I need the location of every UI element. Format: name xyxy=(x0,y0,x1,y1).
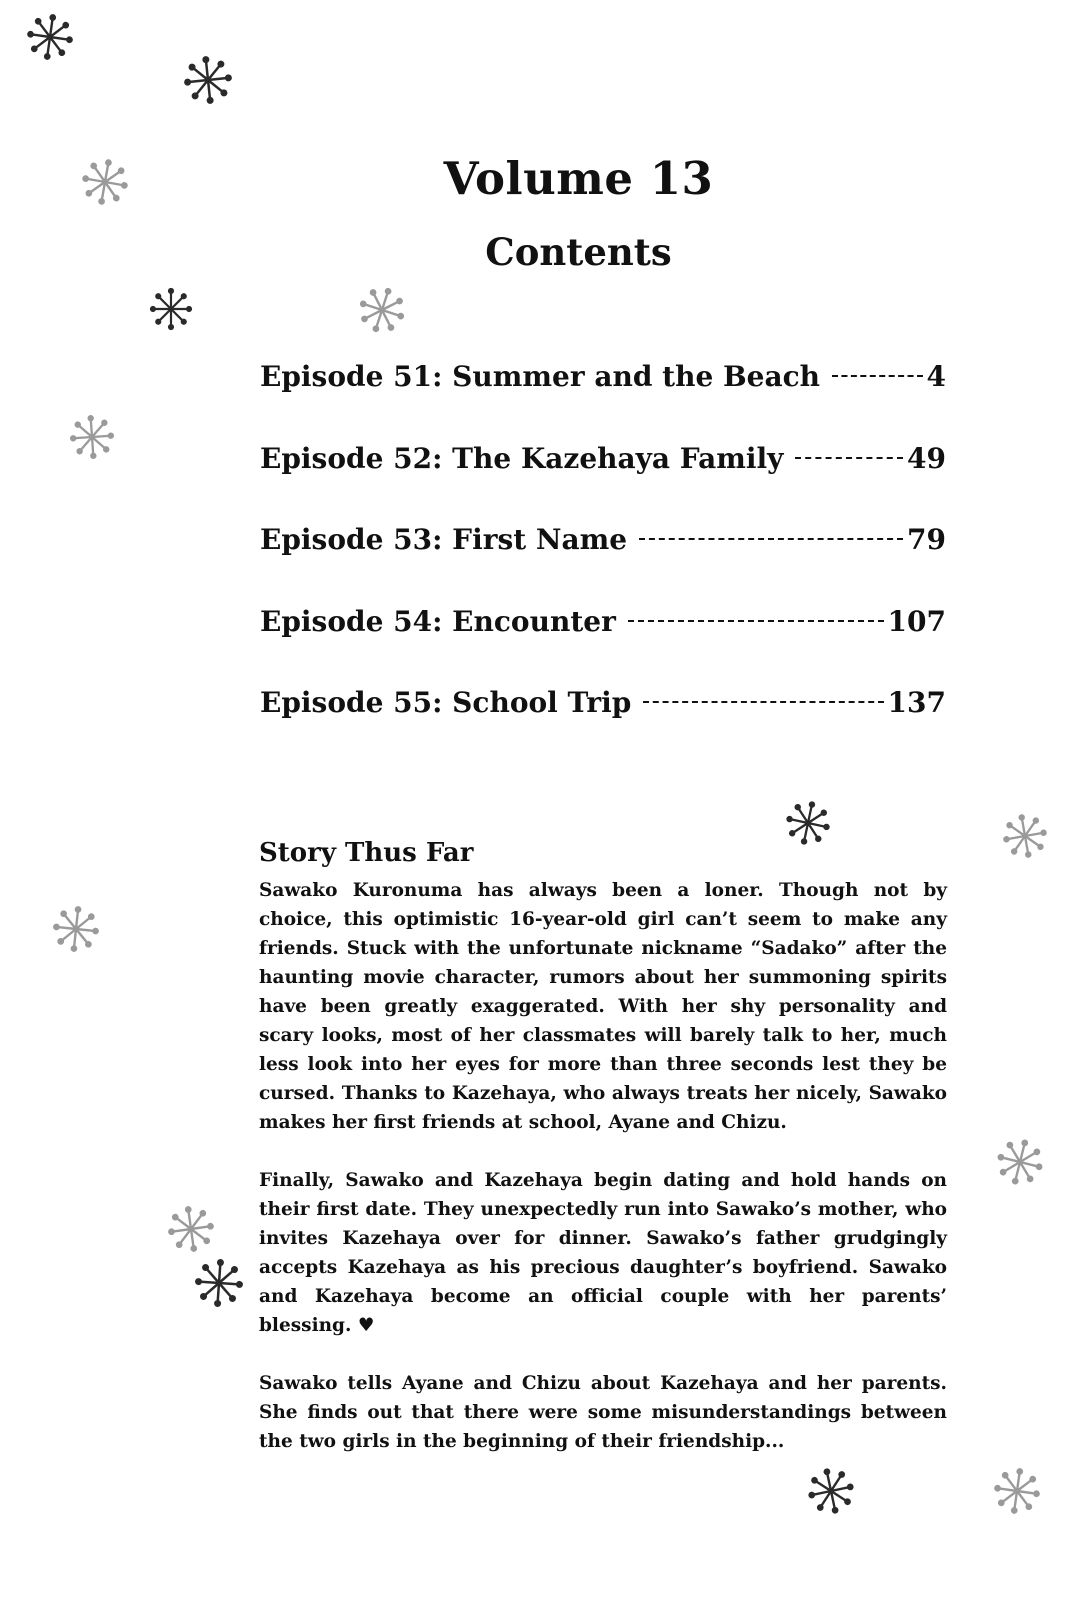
toc-entry-title: Episode 53: First Name xyxy=(260,523,628,556)
toc-entry xyxy=(260,523,946,605)
toc-entry-page: 4 xyxy=(926,360,946,393)
toc-entry xyxy=(260,360,946,442)
toc-leader-dashes xyxy=(832,375,922,377)
snowflake-icon xyxy=(996,1138,1044,1186)
toc-leader-dashes xyxy=(628,620,884,622)
story-paragraph: Sawako tells Ayane and Chizu about Kazehaya and her parents. She finds out that there were some misunderstandings between the two girls in the beginning of their friendship... xyxy=(259,1373,947,1452)
toc-leader-dashes xyxy=(639,538,903,540)
snowflake-icon xyxy=(993,1467,1041,1515)
table-of-contents xyxy=(260,360,946,768)
story-paragraph: Finally, Sawako and Kazehaya begin dating and hold hands on their first date. They unexpectedly run into Sawako’s mother, who invites Kazehaya over for dinner. Sawako’s father grudgingly accepts Kazehaya as his precious daughter’s boyfriend. Sawako and Kazehaya become an official couple with her parents’ blessing. ♥ xyxy=(259,1170,947,1336)
snowflake-icon xyxy=(26,13,74,61)
toc-entry-page: 49 xyxy=(907,441,946,475)
toc-entry xyxy=(260,442,946,524)
story-paragraph: Sawako Kuronuma has always been a loner. Though not by choice, this optimistic 16-year-old girl can’t seem to make any friends. Stuck with the unfortunate nickname “Sadako” after the haunting movie character, rumors about her summoning spirits have been greatly exaggerated. With her shy personality and scary looks, most of her classmates will barely talk to her, much less look into her eyes for more than three seconds lest they be cursed. Thanks to Kazehaya, who always treats her nicely, Sawako makes her first friends at school, Ayane and Chizu. xyxy=(259,880,947,1133)
toc-entry-title: Episode 55: School Trip xyxy=(260,686,632,719)
toc-entry xyxy=(260,605,946,687)
snowflake-icon xyxy=(1002,813,1048,859)
toc-entry-title: Episode 54: Encounter xyxy=(260,604,616,638)
toc-entry-title: Episode 52: The Kazehaya Family xyxy=(260,441,784,475)
snowflake-icon xyxy=(167,1205,215,1253)
snowflake-icon xyxy=(69,414,115,460)
snowflake-icon xyxy=(807,1467,855,1515)
toc-entry-page: 79 xyxy=(907,523,946,556)
contents-heading: Contents xyxy=(485,230,672,274)
snowflake-icon xyxy=(194,1258,244,1308)
snowflake-icon xyxy=(358,286,406,334)
toc-entry xyxy=(260,686,946,768)
toc-entry-page: 137 xyxy=(887,686,946,719)
snowflake-icon xyxy=(149,287,193,331)
toc-leader-dashes xyxy=(643,701,883,703)
snowflake-icon xyxy=(52,905,100,953)
toc-leader-dashes xyxy=(795,457,903,459)
volume-title: Volume 13 xyxy=(443,152,714,205)
toc-entry-page: 107 xyxy=(887,604,946,638)
snowflake-icon xyxy=(183,55,233,105)
toc-entry-title: Episode 51: Summer and the Beach xyxy=(260,360,821,393)
story-summary xyxy=(259,838,947,1456)
story-heading: Story Thus Far xyxy=(259,838,474,868)
